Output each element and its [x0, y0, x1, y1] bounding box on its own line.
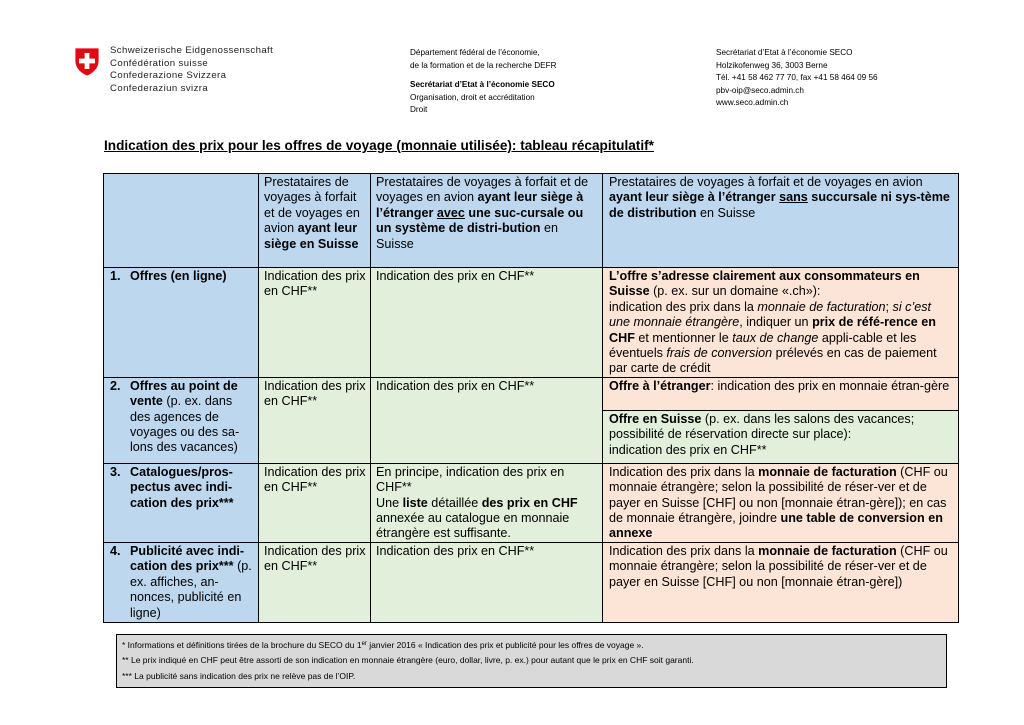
letterhead: [0, 44, 1024, 119]
row-label-point-de-vente: 2. Offres au point de vente (p. ex. dans des agences de voyages ou des sa-lons des vacances): [104, 377, 259, 463]
contact-address: Holzikofenweg 36, 3003 Berne: [716, 60, 828, 70]
department-line-1: Département fédéral de l’économie,: [410, 48, 540, 57]
cell-catalogues-suisse: Indication des prix en CHF**: [259, 463, 371, 542]
cell-publicite-avec: Indication des prix en CHF**: [371, 542, 603, 622]
confederation-names: [110, 45, 273, 96]
header-col-etranger-avec: Prestataires de voyages à forfait et de voyages en avion ayant leur siège à l’étranger avec une suc-cursale ou un système de distri-bution en Suisse: [371, 174, 603, 268]
contact-block: [716, 47, 878, 110]
table-row: [104, 377, 959, 410]
table-header-row: [104, 174, 959, 268]
table-row: [104, 268, 959, 378]
row-label-catalogues: 3. Catalogues/pros-pectus avec indi-cation des prix***: [104, 463, 259, 542]
cell-offres-suisse: Indication des prix en CHF**: [259, 268, 371, 378]
swiss-coat-of-arms-icon: [74, 47, 100, 77]
cell-catalogues-sans: Indication des prix dans la monnaie de facturation (CHF ou monnaie étrangère; selon la possibilité de réser-ver et de payer en Suisse [CHF] ou non [monnaie étran-gère]); en cas de monnaie étrangère, joindre une table de conversion en annexe: [603, 463, 959, 542]
confed-rm: Confederaziun svizra: [110, 83, 209, 95]
confed-de: Schweizerische Eidgenossenschaft: [110, 45, 274, 56]
cell-offres-avec: Indication des prix en CHF**: [371, 268, 603, 378]
department-block: [410, 47, 557, 117]
department-line-2: de la formation et de la recherche DEFR: [410, 60, 557, 70]
footnotes-box: [116, 634, 947, 688]
cell-catalogues-avec: En principe, indication des prix en CHF** Une liste détaillée des prix en CHF annexée au catalogue en monnaie étrangère est suffisante.: [371, 463, 603, 542]
cell-offres-sans: L’offre s’adresse clairement aux consommateurs en Suisse (p. ex. sur un domaine «.ch»): indication des prix dans la monnaie de facturation; si c’est une monnaie étrangère, indiquer un prix de réfé-rence en CHF et mentionner le taux de change appli-cable et les éventuels frais de conversion prélevés en cas de paiement par carte de crédit: [603, 268, 959, 378]
confed-it: Confederazione Svizzera: [110, 70, 227, 82]
footnote-1: * Informations et définitions tirées de la brochure du SECO du 1er janvier 2016 « Indication des prix et publicité pour les offres de voyage ».: [122, 640, 644, 650]
row-label-publicite: 4. Publicité avec indi-cation des prix*** (p. ex. affiches, an-nonces, publicité en ligne): [104, 542, 259, 622]
cell-vente-etranger: Offre à l’étranger: indication des prix en monnaie étran-gère: [603, 377, 959, 410]
cell-vente-suisse: Indication des prix en CHF**: [259, 377, 371, 463]
cell-vente-avec: Indication des prix en CHF**: [371, 377, 603, 463]
cell-publicite-sans: Indication des prix dans la monnaie de facturation (CHF ou monnaie étrangère; selon la possibilité de réser-ver et de payer en Suisse [CHF] ou non [monnaie étran-gère]): [603, 542, 959, 622]
document-title: Indication des prix pour les offres de voyage (monnaie utilisée): tableau récapitulatif*: [104, 138, 654, 153]
contact-website[interactable]: www.seco.admin.ch: [716, 98, 789, 107]
contact-phone: Tél. +41 58 462 77 70, fax +41 58 464 09 56: [716, 73, 878, 82]
secretariat-name: Secrétariat d’Etat à l’économie SECO: [410, 80, 555, 89]
header-col-suisse: Prestataires de voyages à forfait et de voyages en avion ayant leur siège en Suisse: [259, 174, 371, 268]
header-col-etranger-sans: Prestataires de voyages à forfait et de voyages en avion ayant leur siège à l’étranger sans succursale ni sys-tème de distribution en Suisse: [603, 174, 959, 268]
unit-line-1: Organisation, droit et accréditation: [410, 92, 535, 102]
table-row: [104, 463, 959, 542]
header-empty-cell: [104, 174, 259, 268]
unit-line-2: Droit: [410, 105, 428, 114]
cell-publicite-suisse: Indication des prix en CHF**: [259, 542, 371, 622]
table-row: [104, 542, 959, 622]
summary-table: [103, 173, 959, 623]
confed-fr: Confédération suisse: [110, 57, 209, 69]
contact-email[interactable]: pbv-oip@seco.admin.ch: [716, 85, 804, 95]
footnote-2: ** Le prix indiqué en CHF peut être assorti de son indication en monnaie étrangère (euro, dollar, livre, p. ex.) pour autant que le prix en CHF soit garanti.: [122, 655, 694, 666]
row-label-offres: 1. Offres (en ligne): [104, 268, 259, 378]
footnote-3: *** La publicité sans indication des prix ne relève pas de l’OIP.: [122, 670, 356, 681]
contact-org: Secrétariat d’Etat à l’économie SECO: [716, 48, 853, 57]
cell-vente-suisse-salons: Offre en Suisse (p. ex. dans les salons des vacances; possibilité de réservation directe sur place): indication des prix en CHF**: [603, 410, 959, 463]
